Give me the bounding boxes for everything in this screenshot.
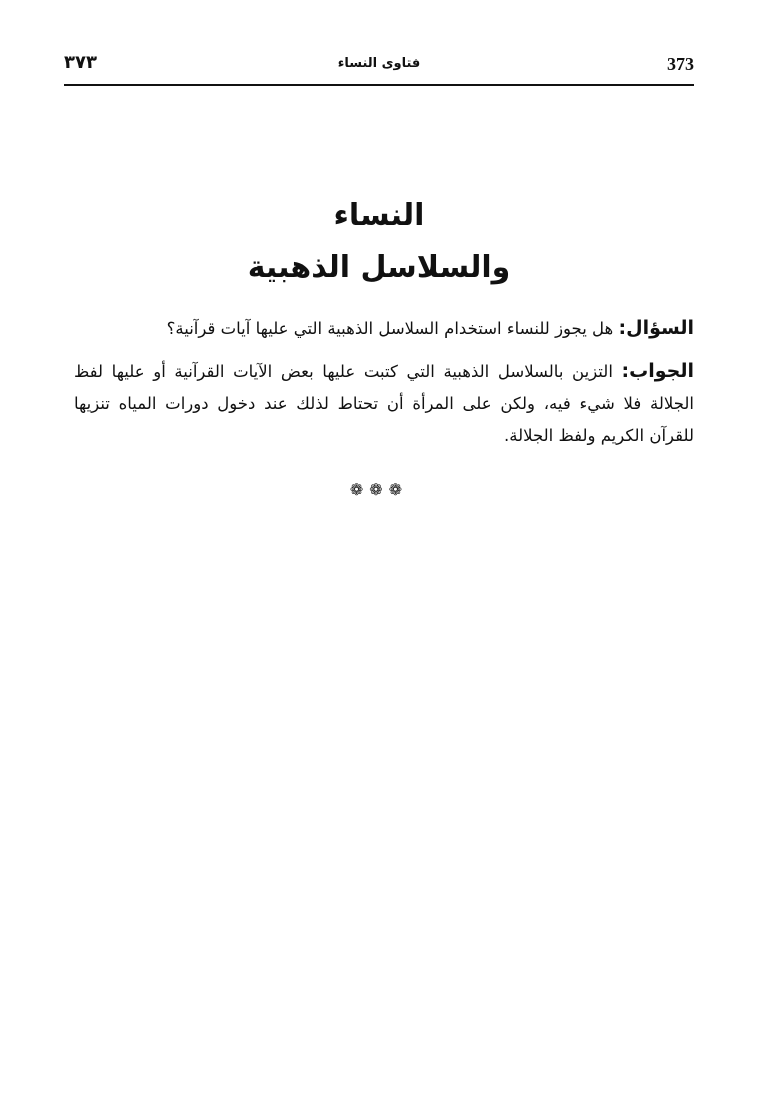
- question-text: هل يجوز للنساء استخدام السلاسل الذهبية التي عليها آيات قرآنية؟: [166, 319, 619, 338]
- page-number-latin: 373: [667, 54, 694, 74]
- answer-paragraph: [74, 355, 694, 452]
- page-header: [64, 50, 694, 86]
- title-line-2: والسلاسل الذهبية: [247, 250, 511, 285]
- answer-text: التزين بالسلاسل الذهبية التي كتبت عليها بعض الآيات القرآنية أو عليها لفظ الجلالة فلا شيء فيه، ولكن على المرأة أن تحتاط لذلك عند دخول دورات المياه تنزيها للقرآن الكريم ولفظ الجلالة.: [74, 362, 694, 445]
- title-line-1: النساء: [333, 198, 425, 233]
- section-title: [64, 190, 694, 294]
- answer-label: الجواب:: [621, 360, 694, 382]
- question-label: السؤال:: [618, 317, 694, 339]
- running-title: فتاوى النساء: [337, 56, 421, 71]
- page-number-arabic: ٣٧٣: [64, 52, 97, 73]
- question-paragraph: [74, 312, 694, 345]
- body-text: [74, 312, 694, 462]
- section-separator-ornaments: ❁❁❁: [349, 480, 409, 499]
